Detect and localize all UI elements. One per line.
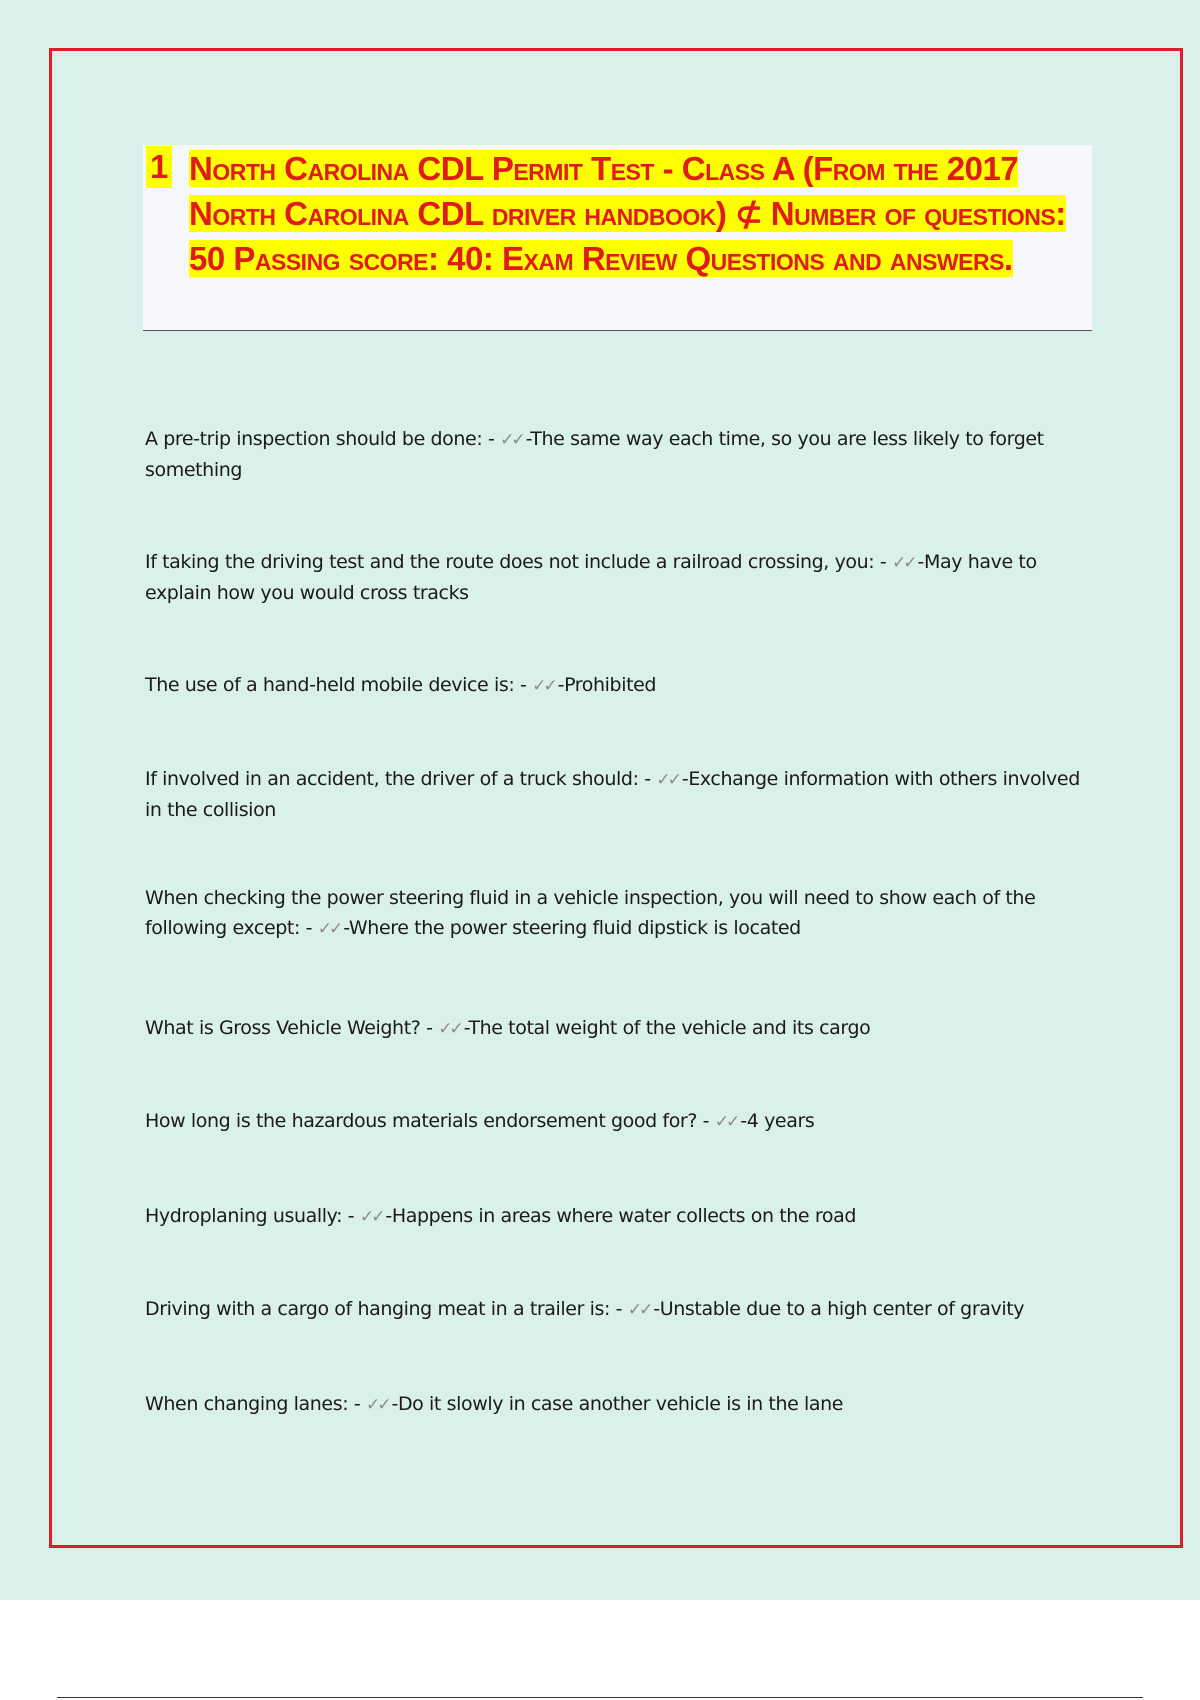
qa-item: If taking the driving test and the route does not include a railroad crossing, you: - ✓✓ -May have to explain how you would cross tracks xyxy=(145,551,1037,604)
answer-text: Prohibited xyxy=(564,674,657,696)
double-check-icon: ✓✓ xyxy=(438,1019,461,1039)
question-text: If involved in an accident, the driver of a truck should: xyxy=(145,768,639,790)
double-check-icon: ✓✓ xyxy=(714,1112,738,1132)
question-text: What is Gross Vehicle Weight? xyxy=(145,1017,421,1039)
answer-text: The total weight of the vehicle and its cargo xyxy=(468,1017,871,1039)
footer-divider xyxy=(57,1697,1143,1698)
answer-text: May have to explain how you would cross tracks xyxy=(145,551,1037,604)
double-check-icon: ✓✓ xyxy=(892,553,915,573)
double-check-icon: ✓✓ xyxy=(500,430,523,450)
question-text: How long is the hazardous materials endorsement good for? xyxy=(145,1110,698,1132)
qa-item: If involved in an accident, the driver of a truck should: - ✓✓ -Exchange information with others involved in the collision xyxy=(145,768,1080,821)
double-check-icon: ✓✓ xyxy=(532,676,555,696)
double-check-icon: ✓✓ xyxy=(317,919,341,939)
question-text: When changing lanes: xyxy=(145,1393,349,1415)
question-text: A pre-trip inspection should be done: xyxy=(145,428,483,450)
double-check-icon: ✓✓ xyxy=(365,1395,389,1415)
double-check-icon: ✓✓ xyxy=(656,770,679,790)
question-text: Hydroplaning usually: xyxy=(145,1205,343,1227)
question-text: When checking the power steering fluid in a vehicle inspection, you will need to show each of the following except: xyxy=(145,887,1036,939)
qa-item: Hydroplaning usually: - ✓✓ -Happens in areas where water collects on the road xyxy=(145,1205,856,1227)
answer-text: Exchange information with others involved in the collision xyxy=(145,768,1080,821)
answer-text: Where the power steering fluid dipstick is located xyxy=(348,917,801,939)
heading-number: 1 xyxy=(146,146,172,188)
answer-text: The same way each time, so you are less likely to forget something xyxy=(145,428,1044,481)
qa-item: When changing lanes: - ✓✓ -Do it slowly in case another vehicle is in the lane xyxy=(145,1393,844,1415)
answer-text: Unstable due to a high center of gravity xyxy=(659,1298,1025,1320)
qa-item: What is Gross Vehicle Weight? - ✓✓ -The total weight of the vehicle and its cargo xyxy=(145,1017,871,1039)
qa-item: How long is the hazardous materials endorsement good for? - ✓✓ -4 years xyxy=(145,1110,815,1132)
qa-item: The use of a hand-held mobile device is: - ✓✓ -Prohibited xyxy=(145,674,657,696)
question-text: The use of a hand-held mobile device is: xyxy=(145,674,515,696)
answer-text: 4 years xyxy=(746,1110,815,1132)
answer-text: Happens in areas where water collects on the road xyxy=(391,1205,856,1227)
answer-text: Do it slowly in case another vehicle is in the lane xyxy=(397,1393,844,1415)
qa-item: Driving with a cargo of hanging meat in a trailer is: - ✓✓ -Unstable due to a high center of gravity xyxy=(145,1298,1025,1320)
document-title xyxy=(189,146,1069,281)
question-text: Driving with a cargo of hanging meat in a trailer is: xyxy=(145,1298,611,1320)
double-check-icon: ✓✓ xyxy=(359,1207,383,1227)
qa-item: A pre-trip inspection should be done: - ✓✓ -The same way each time, so you are less likely to forget something xyxy=(145,428,1044,481)
question-text: If taking the driving test and the route does not include a railroad crossing, you: xyxy=(145,551,875,573)
document-title-text: North Carolina CDL Permit Test - Class A (From the 2017 North Carolina CDL driver handbook) ⊄ Number of questions: 50 Passing score: 40: Exam Review Questions and answers. xyxy=(189,150,1066,277)
double-check-icon: ✓✓ xyxy=(627,1300,651,1320)
qa-item: When checking the power steering fluid in a vehicle inspection, you will need to show each of the following except: - ✓✓ -Where the power steering fluid dipstick is located xyxy=(145,887,1036,939)
